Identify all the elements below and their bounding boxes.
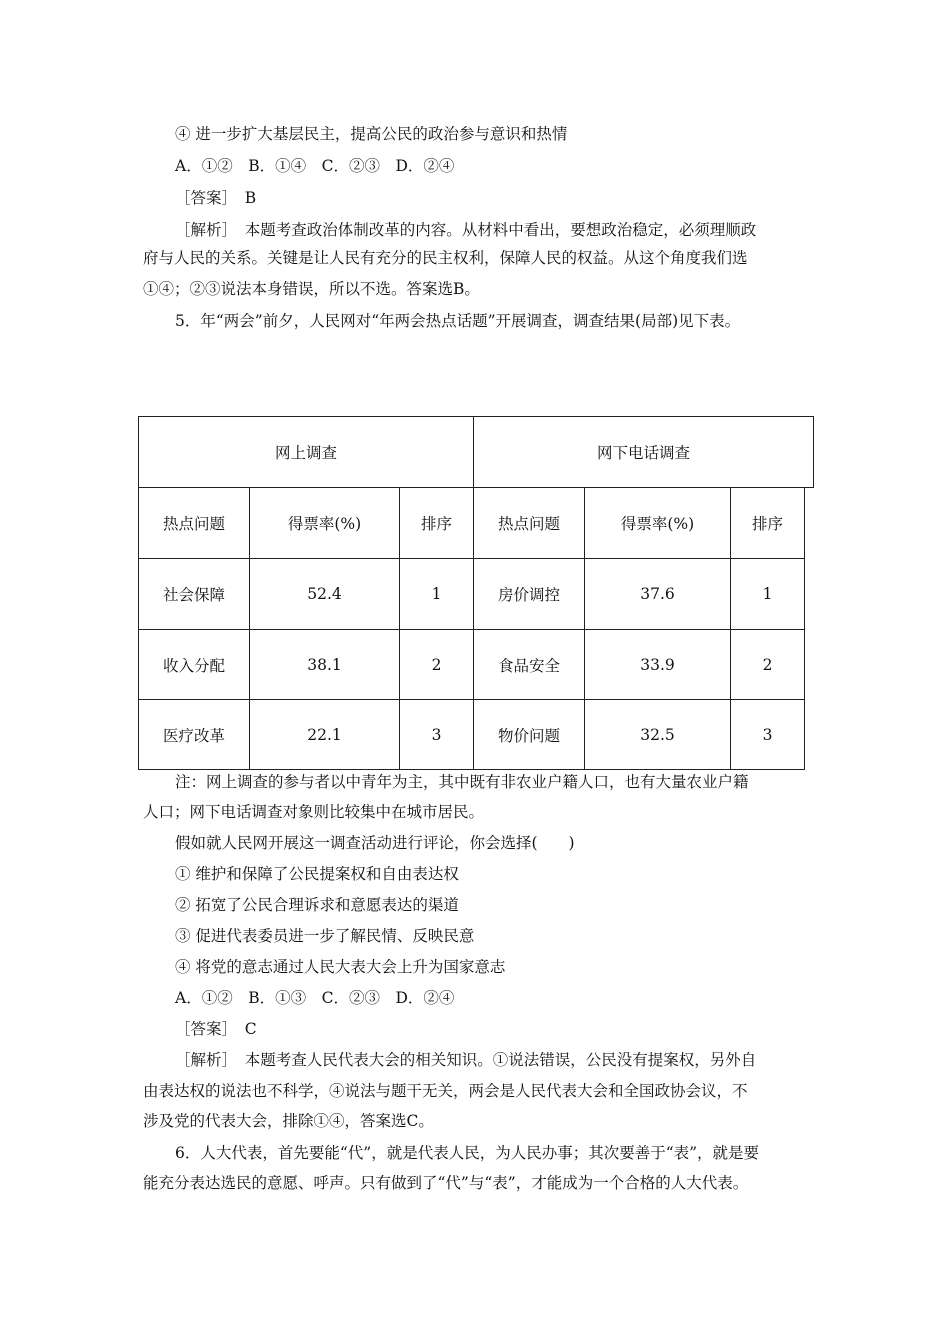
- column-header: 得票率(%): [584, 487, 731, 559]
- table-cell: 房价调控: [473, 558, 585, 630]
- table-cell: 3: [399, 699, 474, 770]
- analysis-line: ①④；②③说法本身错误，所以不选。答案选B。: [143, 280, 480, 298]
- table-cell: 1: [399, 558, 474, 630]
- table-cell: 1: [730, 558, 805, 630]
- column-header: 热点问题: [138, 487, 250, 559]
- analysis-line: 由表达权的说法也不科学，④说法与题干无关，两会是人民代表大会和全国政协会议，不: [143, 1082, 748, 1100]
- answer-label: ［答案］ B: [175, 189, 257, 207]
- column-header: 得票率(%): [249, 487, 400, 559]
- table-cell: 物价问题: [473, 699, 585, 770]
- option-line-4: ④ 将党的意志通过人民大表大会上升为国家意志: [175, 958, 506, 976]
- table-cell: 2: [399, 629, 474, 700]
- question-6-stem: 6．人大代表，首先要能“代”，就是代表人民，为人民办事；其次要善于“表”，就是要: [175, 1144, 760, 1162]
- survey-table: [138, 416, 805, 770]
- column-header: 热点问题: [473, 487, 585, 559]
- table-cell: 22.1: [249, 699, 400, 770]
- answer-options: A．①② B．①④ C．②③ D．②④: [175, 157, 455, 175]
- analysis-line: ［解析］ 本题考查人民代表大会的相关知识。①说法错误，公民没有提案权，另外自: [175, 1051, 757, 1069]
- option-line-2: ② 拓宽了公民合理诉求和意愿表达的渠道: [175, 896, 459, 914]
- option-line-3: ③ 促进代表委员进一步了解民情、反映民意: [175, 927, 475, 945]
- table-cell: 33.9: [584, 629, 731, 700]
- analysis-line: 涉及党的代表大会，排除①④，答案选C。: [143, 1112, 434, 1130]
- analysis-line: ［解析］ 本题考查政治体制改革的内容。从材料中看出，要想政治稳定，必须理顺政: [175, 221, 757, 239]
- table-cell: 32.5: [584, 699, 731, 770]
- group-header-phone: 网下电话调查: [473, 416, 814, 488]
- question-6-stem: 能充分表达选民的意愿、呼声。只有做到了“代”与“表”，才能成为一个合格的人大代表。: [143, 1174, 749, 1192]
- group-header-online: 网上调查: [138, 416, 474, 488]
- table-cell: 38.1: [249, 629, 400, 700]
- note-line: 人口；网下电话调查对象则比较集中在城市居民。: [143, 803, 485, 821]
- table-cell: 3: [730, 699, 805, 770]
- table-cell: 37.6: [584, 558, 731, 630]
- table-cell: 食品安全: [473, 629, 585, 700]
- question-5-stem: 5．年“两会”前夕，人民网对“年两会热点话题”开展调查，调查结果(局部)见下表。: [175, 312, 741, 330]
- option-line-1: ① 维护和保障了公民提案权和自由表达权: [175, 865, 459, 883]
- question-prompt: 假如就人民网开展这一调查活动进行评论，你会选择( ): [175, 834, 575, 852]
- column-header: 排序: [730, 487, 805, 559]
- table-cell: 医疗改革: [138, 699, 250, 770]
- note-line: 注：网上调查的参与者以中青年为主，其中既有非农业户籍人口，也有大量农业户籍: [175, 773, 749, 791]
- table-cell: 2: [730, 629, 805, 700]
- answer-label: ［答案］ C: [175, 1020, 257, 1038]
- table-cell: 52.4: [249, 558, 400, 630]
- column-header: 排序: [399, 487, 474, 559]
- table-cell: 社会保障: [138, 558, 250, 630]
- option-line-4: ④ 进一步扩大基层民主，提高公民的政治参与意识和热情: [175, 125, 568, 143]
- answer-options: A．①② B．①③ C．②③ D．②④: [175, 989, 455, 1007]
- analysis-line: 府与人民的关系。关键是让人民有充分的民主权利，保障人民的权益。从这个角度我们选: [143, 249, 748, 267]
- table-cell: 收入分配: [138, 629, 250, 700]
